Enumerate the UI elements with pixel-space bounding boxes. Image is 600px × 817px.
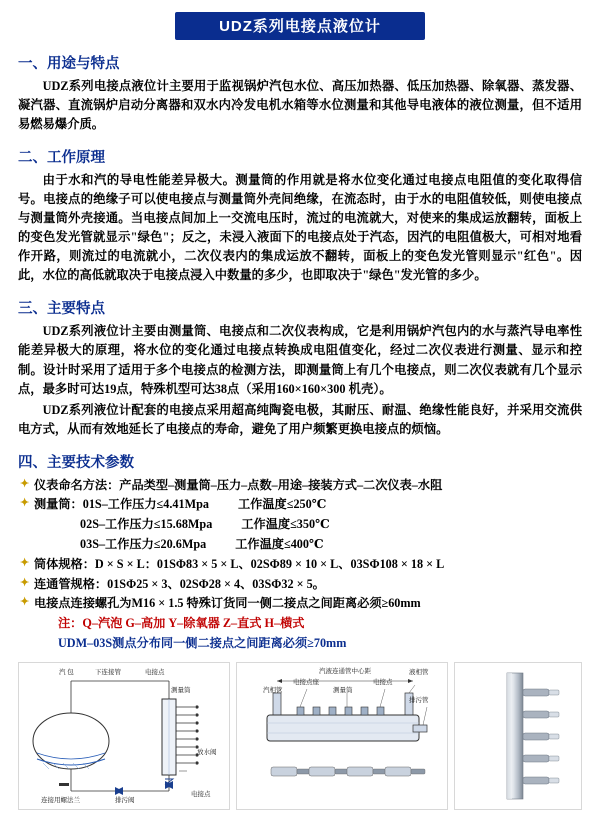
tech-spec-pressure-01s: [18, 495, 582, 515]
fig-b-label-blowdown-pipe: 排污管: [409, 696, 429, 704]
tech-spec-connect-pipe-label: 连通管规格：01SΦ25 × 3、02SΦ28 × 4、03SΦ32 × 5。: [34, 576, 325, 591]
tech-spec-pressure-02s: [18, 515, 582, 535]
tech-spec-body-size-label: 筒体规格：D × S × L：01SΦ83 × 5 × L、02SΦ89 × 10 × L、03SΦ108 × 18 × L: [34, 556, 445, 571]
tech-spec-pressure-01s-label: 测量筒：01S–工作压力≤4.41Mpa: [34, 497, 209, 512]
tech-spec-pressure-02s-label: 02S–工作压力≤15.68Mpa: [80, 517, 213, 532]
figure-electrode-photo: [454, 662, 582, 810]
tech-spec-body-size: [18, 555, 582, 575]
tech-spec-connect-pipe: [18, 575, 582, 595]
bullet-icon: ✦: [20, 497, 30, 510]
fig-a-label-column: 测量筒: [171, 686, 191, 694]
figure-row: [18, 662, 582, 812]
section-paragraph-1-1: UDZ系列电接点液位计主要用于监视锅炉汽包水位、高压加热器、低压加热器、除氧器、蒸发器、凝汽器、直流锅炉启动分离器和双水内冷发电机水箱等水位测量和其他导电液体的液位测量，但不适用易燃易爆介质。: [18, 79, 582, 132]
section-heading-3: 三、主要特点: [18, 301, 105, 318]
section-paragraph-2-1: 由于水和汽的导电性能差异极大。测量筒的作用就是将水位变化通过电接点电阻值的变化取得信号。电接点的绝缘子可以使电接点与测量筒外壳间绝缘，在流态时，由于水的电阻值较低，则使电接点与测量筒外壳接通。当电接点间加上一交流电压时，流过的电流就大，对使来的集成运放翻转，面板上的变色发光管就显示"绿色"；反之，未浸入液面下的电接点处于汽态，因汽的电阻值极大，可相对地看作开路，则流过的电流就小，二次仪表内的集成运放不翻转，面板上的变色发光管则显示"红色"。因此，水位的高低就取决于电接点浸入中数量的多少，也即取决于"绿色"发光管的多少。: [18, 173, 582, 283]
section-heading-1: 一、用途与特点: [18, 56, 120, 72]
tech-spec-temp-02s: 工作温度≤350℃: [241, 517, 330, 532]
tech-spec-naming-label: 仪表命名方法：产品类型–测量筒–压力–点数–用途–接装方式–二次仪表–水阻: [34, 477, 443, 492]
page-title: UDZ系列电接点液位计: [175, 12, 425, 40]
tech-spec-temp-03s: 工作温度≤400℃: [235, 537, 324, 551]
fig-b-label-column: 测量筒: [333, 686, 353, 694]
fig-a-label-flange: 连接用螺法兰: [41, 796, 80, 804]
figure-electrode-photo-drawing: [455, 663, 581, 809]
figure-column-structure: [236, 662, 448, 810]
tech-spec-list: [18, 476, 582, 614]
figure-drum-installation-drawing: [19, 663, 229, 809]
figure-drum-installation: [18, 662, 230, 810]
bullet-icon: ✦: [20, 596, 30, 609]
fig-b-label-liquid-pipe: 液相管: [409, 668, 429, 676]
fig-b-label-center-distance: 汽液连通管中心距: [319, 667, 371, 675]
tech-spec-temp-01s: 工作温度≤250℃: [238, 497, 327, 512]
fig-b-label-electrode-seat: 电接点座: [293, 678, 319, 686]
bullet-icon: ✦: [20, 556, 30, 569]
tech-spec-thread-hole-label: 电接点连接螺孔为M16 × 1.5 特殊订货同一侧二接点之间距离必须≥60mm: [34, 596, 421, 611]
fig-a-label-lower-pipe: 下连接管: [95, 668, 121, 676]
fig-a-label-blowdown-valve: 排污阀: [115, 796, 135, 804]
section-paragraph-3-1: UDZ系列液位计主要由测量筒、电接点和二次仪表构成，它是利用锅炉汽包内的水与蒸汽导电率性能差异极大的原理，将水位的变化通过电接点转换成电阻值变化，经过二次仪表进行测量、显示和控制。设计时采用了适用于多个电接点的检测方法，即测量筒上有几个电接点，则二次仪表就有几个显示点，最多时可达19点，特殊机型可达38点（采用160×160×300 机壳）。: [18, 324, 582, 396]
fig-b-label-electrode: 电接点: [373, 678, 393, 686]
document-content: [0, 52, 600, 812]
bullet-icon: ✦: [20, 477, 30, 490]
fig-a-label-electrode-bottom: 电接点: [191, 790, 211, 798]
tech-note-blue: UDM–03S测点分布同一侧二接点之间距离必须≥70mm: [58, 635, 347, 650]
fig-a-label-drain-valve: 放水阀: [197, 748, 217, 756]
tech-spec-thread-hole: [18, 594, 582, 614]
section-paragraph-3-2: UDZ系列液位计配套的电接点采用超高纯陶瓷电极，其耐压、耐温、绝缘性能良好，并采用交流供电方式，从而有效地延长了电接点的寿命，避免了用户频繁更换电接点的烦恼。: [18, 402, 582, 436]
tech-spec-pressure-03s-label: 03S–工作压力≤20.6Mpa: [80, 537, 207, 551]
bullet-icon: ✦: [20, 576, 30, 589]
section-heading-4: 四、主要技术参数: [18, 454, 134, 471]
section-heading-2: 二、工作原理: [18, 150, 105, 167]
tech-spec-pressure-03s: [18, 535, 582, 555]
tech-spec-naming: [18, 476, 582, 496]
fig-a-label-electrode-top: 电接点: [145, 668, 165, 676]
fig-b-label-gas-pipe: 汽相管: [263, 686, 283, 694]
tech-note-red: 注：Q–汽泡 G–高加 Y–除氧器 Z–直式 H–横式: [58, 616, 305, 631]
fig-a-label-drum: 汽 包: [59, 668, 74, 676]
